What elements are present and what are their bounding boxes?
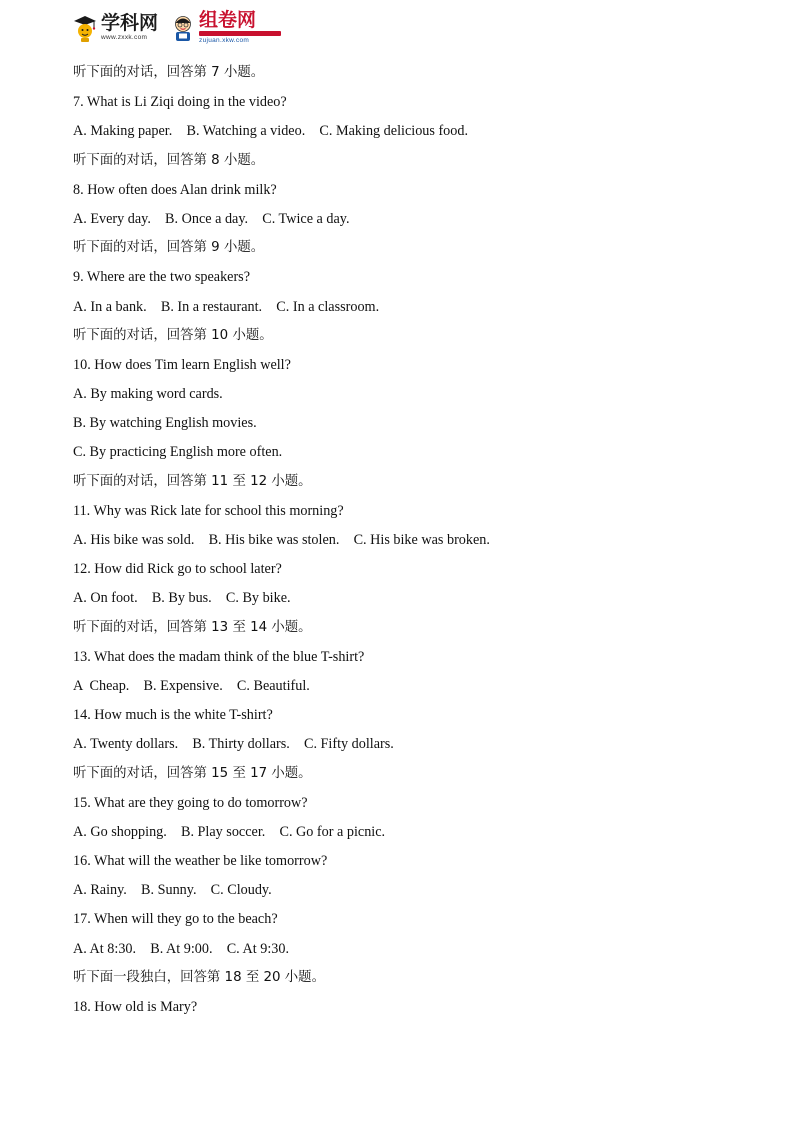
question-line: A. Every day. B. Once a day. C. Twice a day.: [73, 210, 350, 227]
question-line: A. His bike was sold. B. His bike was stolen. C. His bike was broken.: [73, 532, 490, 548]
section-instruction: 听下面的对话，回答第 13 至 14 小题。: [73, 619, 312, 635]
zxxk-logo: [72, 13, 158, 43]
question-line: A Cheap. B. Expensive. C. Beautiful.: [73, 677, 310, 694]
graduate-mascot-icon: [72, 13, 98, 43]
question-line: 7. What is Li Ziqi doing in the video?: [73, 94, 287, 111]
question-line: A. Making paper. B. Watching a video. C. Making delicious food.: [73, 123, 468, 140]
page-header: [72, 8, 281, 48]
question-line: 11. Why was Rick late for school this morning?: [73, 502, 344, 519]
question-line: A. On foot. B. By bus. C. By bike.: [73, 590, 291, 607]
zujuan-logo-url: zujuan.xkw.com: [199, 37, 250, 45]
section-instruction: 听下面的对话，回答第 11 至 12 小题。: [73, 473, 312, 489]
zujuan-logo-bar: [199, 31, 281, 36]
question-line: C. By practicing English more often.: [73, 444, 283, 461]
section-instruction: 听下面的对话，回答第 9 小题。: [73, 240, 265, 256]
question-line: A. Twenty dollars. B. Thirty dollars. C. Fifty dollars.: [73, 736, 394, 753]
question-line: 10. How does Tim learn English well?: [73, 356, 291, 373]
question-line: A. At 8:30. B. At 9:00. C. At 9:30.: [73, 940, 289, 957]
question-line: A. In a bank. B. In a restaurant. C. In a classroom.: [73, 298, 380, 315]
zujuan-logo: [170, 11, 281, 45]
question-line: 12. How did Rick go to school later?: [73, 561, 282, 578]
section-instruction: 听下面的对话，回答第 10 小题。: [73, 327, 273, 343]
section-instruction: 听下面的对话，回答第 8 小题。: [73, 152, 265, 168]
question-line: 9. Where are the two speakers?: [73, 269, 250, 286]
zxxk-logo-name: 学科网: [101, 12, 159, 35]
section-instruction: 听下面一段独白，回答第 18 至 20 小题。: [73, 969, 325, 985]
question-line: 16. What will the weather be like tomorrow?: [73, 853, 328, 870]
question-line: 18. How old is Mary?: [73, 999, 198, 1015]
question-line: 15. What are they going to do tomorrow?: [73, 794, 308, 811]
question-line: A. Rainy. B. Sunny. C. Cloudy.: [73, 882, 272, 899]
question-line: 14. How much is the white T-shirt?: [73, 707, 273, 724]
question-line: A. Go shopping. B. Play soccer. C. Go for a picnic.: [73, 823, 386, 840]
student-mascot-icon: [170, 13, 196, 43]
question-line: 17. When will they go to the beach?: [73, 911, 278, 928]
question-line: B. By watching English movies.: [73, 415, 257, 432]
question-list: [73, 62, 753, 1025]
section-instruction: 听下面的对话，回答第 7 小题。: [73, 65, 265, 80]
zxxk-logo-url: www.zxxk.com: [101, 34, 148, 42]
section-instruction: 听下面的对话，回答第 15 至 17 小题。: [73, 765, 312, 781]
question-line: 8. How often does Alan drink milk?: [73, 181, 277, 198]
question-line: A. By making word cards.: [73, 386, 223, 403]
question-line: 13. What does the madam think of the blue T-shirt?: [73, 648, 365, 665]
zujuan-logo-name: 组卷网: [199, 9, 257, 32]
